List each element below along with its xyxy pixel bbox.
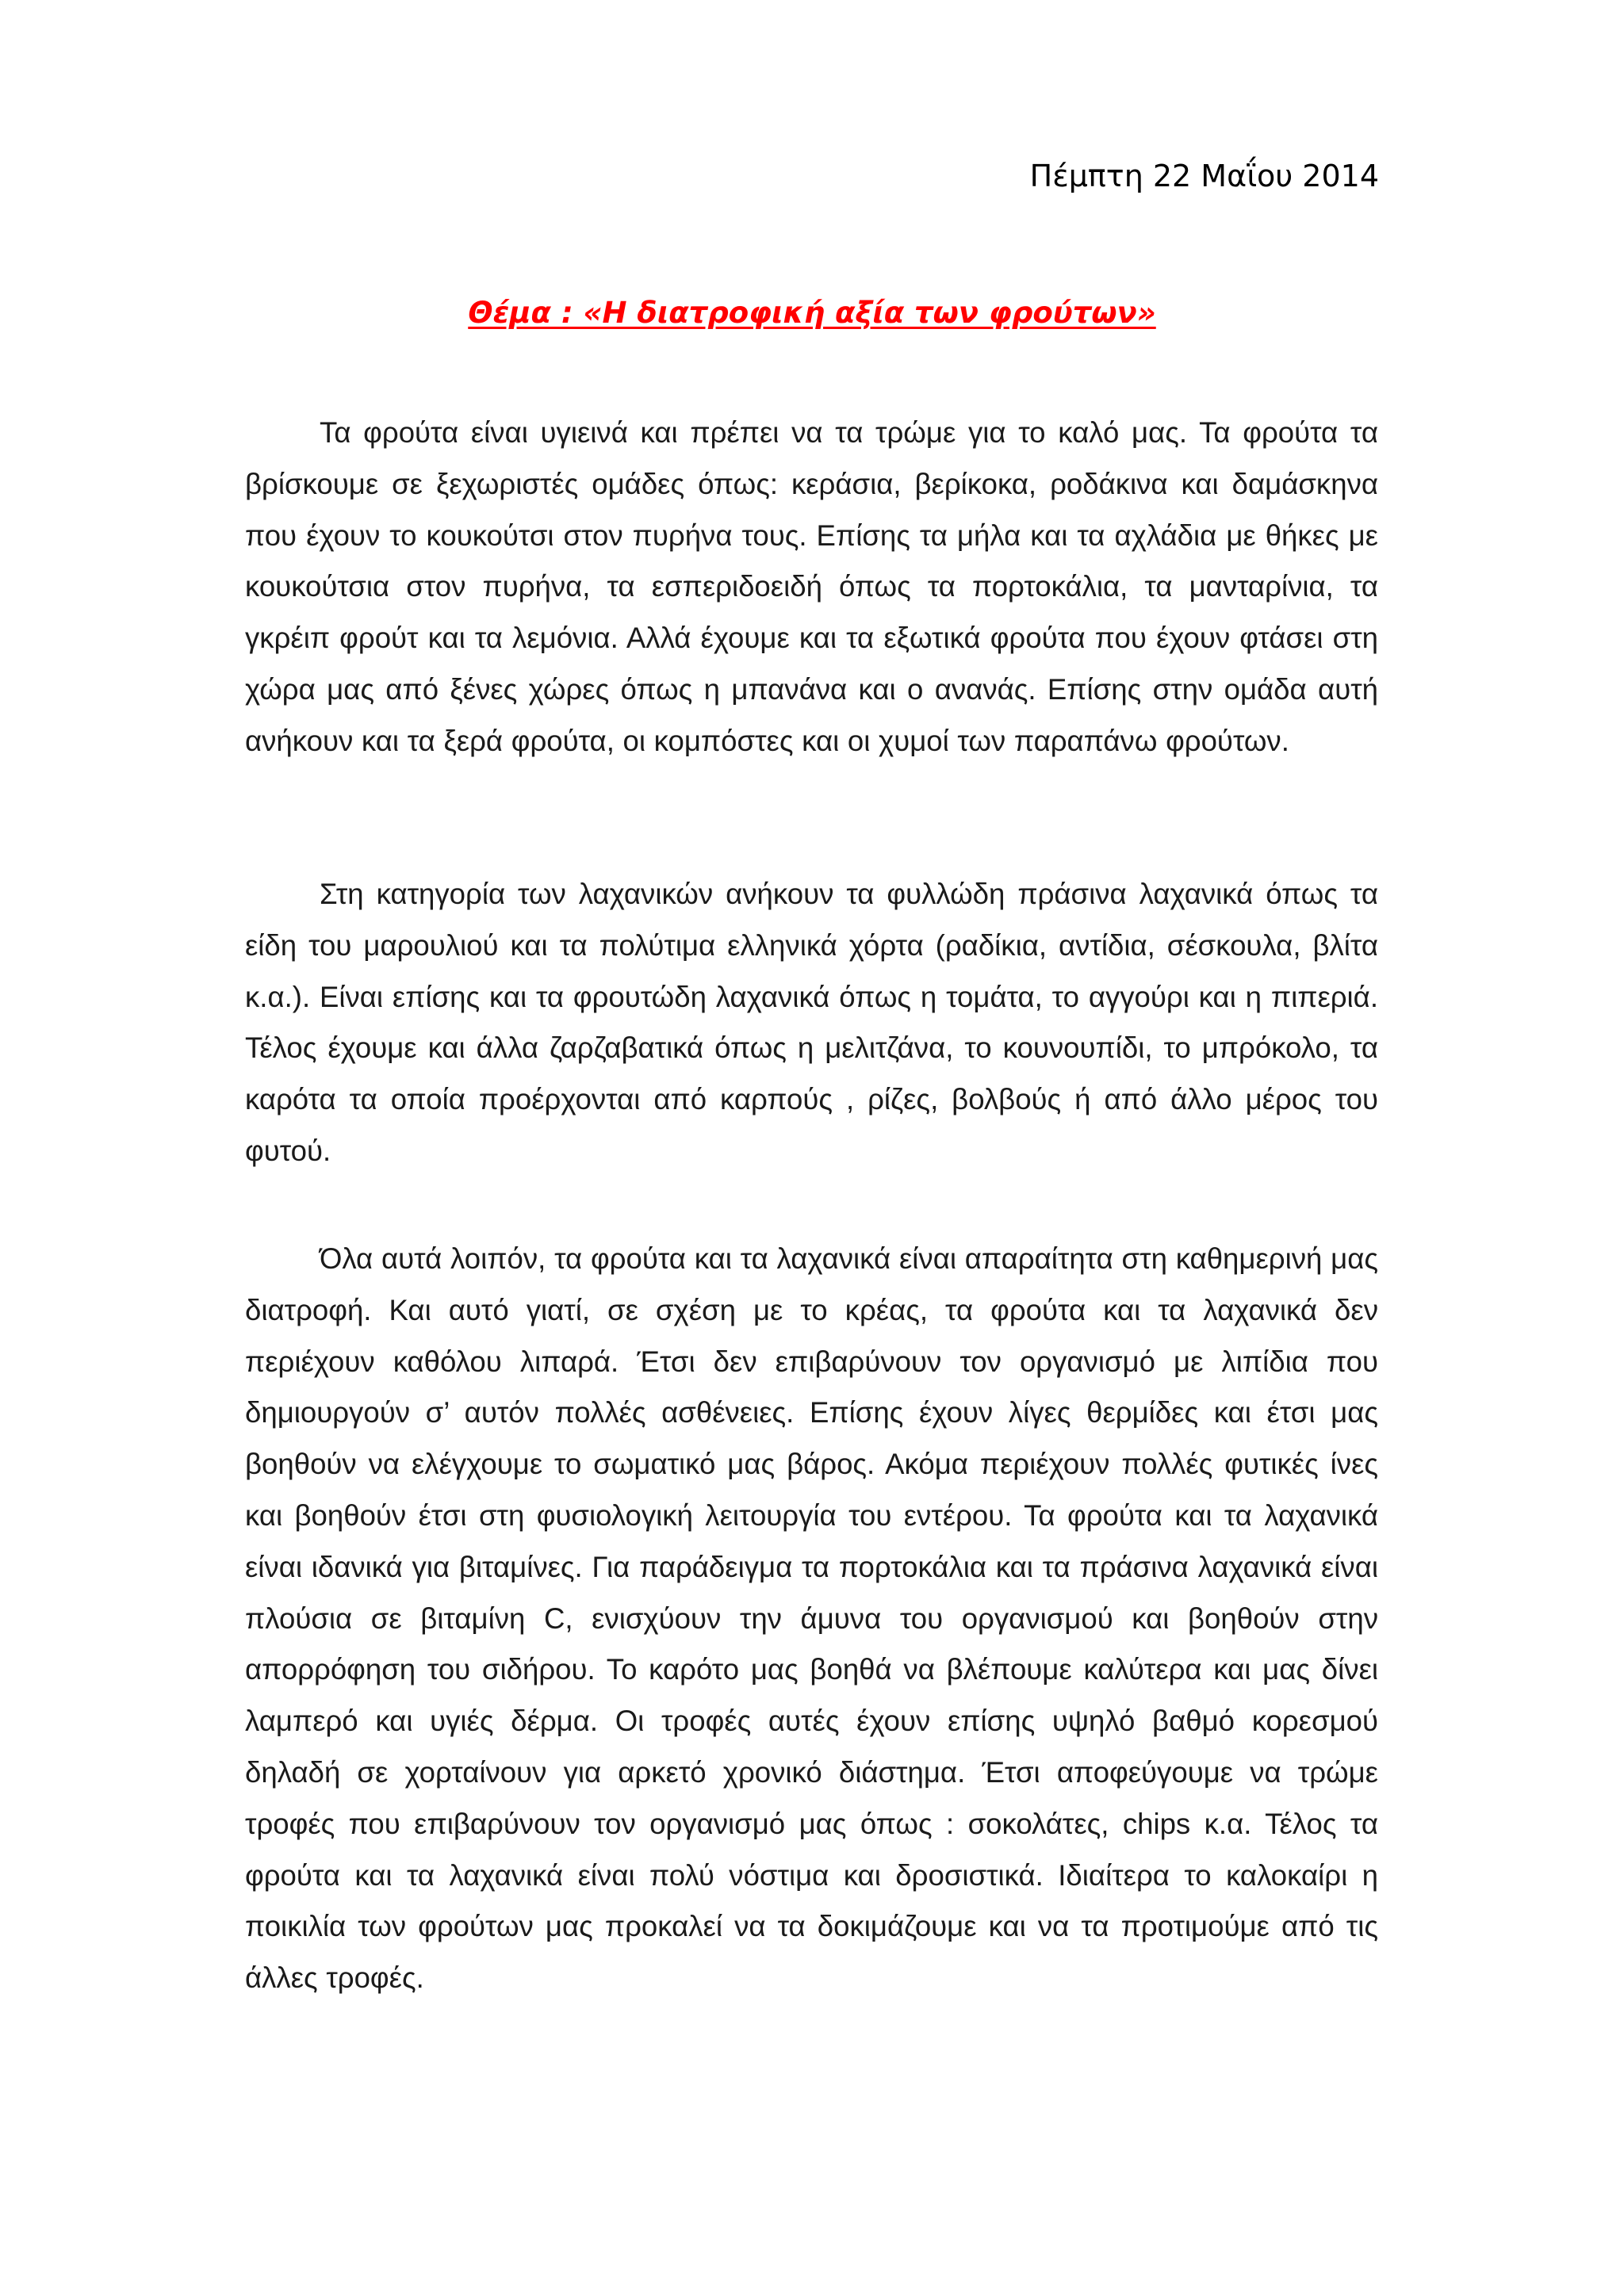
paragraph-benefits: Όλα αυτά λοιπόν, τα φρούτα και τα λαχανικά είναι απαραίτητα στη καθημερινή μας διατροφή. Και αυτό γιατί, σε σχέση με το κρέας, τα φρούτα και τα λαχανικά δεν περιέχουν καθόλου λιπαρά. Έτσι δεν επιβαρύνουν τον οργανισμό με λιπίδια που δημιουργούν σ’ αυτόν πολλές ασθένειες. Επίσης έχουν λίγες θερμίδες και έτσι μας βοηθούν να ελέγχουμε το σωματικό μας βάρος. Ακόμα περιέχουν πολλές φυτικές ίνες και βοηθούν έτσι στη φυσιολογική λειτουργία του εντέρου. Τα φρούτα και τα λαχανικά είναι ιδανικά για βιταμίνες. Για παράδειγμα τα πορτοκάλια και τα πράσινα λαχανικά είναι πλούσια σε βιταμίνη C, ενισχύουν την άμυνα του οργανισμού και βοηθούν στην απορρόφηση του σιδήρου. Το καρότο μας βοηθά να βλέπουμε καλύτερα και μας δίνει λαμπερό και υγιές δέρμα. Οι τροφές αυτές έχουν επίσης υψηλό βαθμό κορεσμού δηλαδή σε χορταίνουν για αρκετό χρονικό διάστημα. Έτσι αποφεύγουμε να τρώμε τροφές που επιβαρύνουν τον οργανισμό μας όπως : σοκολάτες, chips κ.α. Τέλος τα φρούτα και τα λαχανικά είναι πολύ νόστιμα και δροσιστικά. Ιδιαίτερα το καλοκαίρι η ποικιλία των φρούτων μας προκαλεί να τα δοκιμάζουμε και να τα προτιμούμε από τις άλλες τροφές. [245, 1242, 1378, 1995]
document-date: Πέμπτη 22 Μαΐου 2014 [1029, 159, 1379, 193]
paragraph-vegetables: Στη κατηγορία των λαχανικών ανήκουν τα φυλλώδη πράσινα λαχανικά όπως τα είδη του μαρουλιού και τα πολύτιμα ελληνικά χόρτα (ραδίκια, αντίδια, σέσκουλα, βλίτα κ.α.). Είναι επίσης και τα φρουτώδη λαχανικά όπως η τομάτα, το αγγούρι και η πιπεριά. Τέλος έχουμε και άλλα ζαρζαβατικά όπως η μελιτζάνα, το κουνουπίδι, το μπρόκολο, τα καρότα τα οποία προέρχονται από καρπούς , ρίζες, βολβούς ή από άλλο μέρος του φυτού. [245, 878, 1378, 1167]
document-title [0, 296, 1624, 330]
document-title-text: Θέμα : «Η διατροφική αξία των φρούτων» [468, 296, 1156, 330]
paragraph-fruits: Τα φρούτα είναι υγιεινά και πρέπει να τα τρώμε για το καλό μας. Τα φρούτα τα βρίσκουμε σε ξεχωριστές ομάδες όπως: κεράσια, βερίκοκα, ροδάκινα και δαμάσκηνα που έχουν το κουκούτσι στον πυρήνα τους. Επίσης τα μήλα και τα αχλάδια με θήκες με κουκούτσια στον πυρήνα, τα εσπεριδοειδή όπως τα πορτοκάλια, τα μανταρίνια, τα γκρέιπ φρούτ και τα λεμόνια. Αλλά έχουμε και τα εξωτικά φρούτα που έχουν φτάσει στη χώρα μας από ξένες χώρες όπως η μπανάνα και ο ανανάς. Επίσης στην ομάδα αυτή ανήκουν και τα ξερά φρούτα, οι κομπόστες και οι χυμοί των παραπάνω φρούτων. [245, 416, 1378, 757]
